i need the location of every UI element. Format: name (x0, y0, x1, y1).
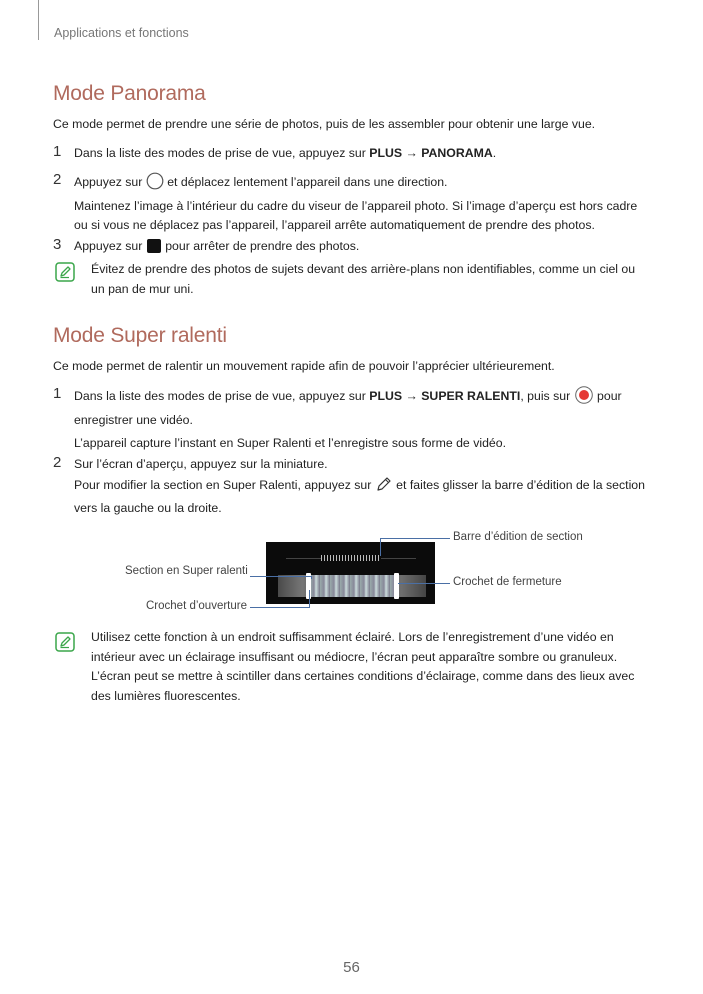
panorama-mode-label: PANORAMA (421, 146, 493, 160)
slowmo-editor-screenshot (266, 542, 435, 604)
edit-bar-ticks (321, 555, 381, 561)
callout-line (398, 583, 450, 584)
slowmo-intro: Ce mode permet de ralentir un mouvement rapide afin de pouvoir l’apprécier ultérieurement. (53, 359, 555, 373)
panorama-step2-line2: Maintenez l’image à l’intérieur du cadre du viseur de l’appareil photo. Si l’image d’aperçu est hors cadre (74, 198, 638, 213)
callout-line (380, 538, 381, 556)
panorama-step1-number: 1 (53, 143, 62, 160)
page-number: 56 (343, 959, 360, 976)
end-bracket-label: Crochet de fermeture (453, 576, 562, 588)
edit-bar-label: Barre d’édition de section (453, 531, 583, 543)
slowmo-step1-line3: L’appareil capture l’instant en Super Ralenti et l’enregistre sous forme de vidéo. (74, 436, 507, 450)
slowmo-title: Mode Super ralenti (53, 324, 227, 347)
panorama-intro: Ce mode permet de prendre une série de photos, puis de les assembler pour obtenir une large vue. (53, 117, 596, 131)
start-bracket-label: Crochet d’ouverture (146, 600, 247, 612)
slowmo-section-frames (310, 575, 396, 597)
panorama-step3-text-end: pour arrêter de prendre des photos. (161, 239, 360, 253)
slowmo-step2-text: Pour modifier la section en Super Ralenti, appuyez sur (74, 477, 375, 492)
record-button-icon (574, 386, 594, 411)
shutter-button-icon (146, 172, 164, 197)
callout-line (380, 538, 450, 539)
panorama-step2-line3: ou si vous ne déplacez pas l’appareil, l’appareil arrête automatiquement de prendre des photos. (74, 218, 595, 232)
period: . (492, 146, 497, 160)
panorama-step2-text-end: et déplacez lentement l’appareil dans une direction. (163, 175, 448, 189)
slowmo-step1-post: pour (593, 389, 622, 403)
header-rule (38, 0, 39, 40)
callout-line (309, 590, 310, 608)
slowmo-mode-label: SUPER RALENTI (421, 389, 521, 403)
slowmo-step1-mid: , puis sur (520, 389, 574, 403)
panorama-title: Mode Panorama (53, 82, 206, 105)
slowmo-step1 (74, 386, 674, 454)
callout-line (250, 607, 310, 608)
plus-label: PLUS (369, 146, 403, 160)
end-bracket-handle[interactable] (394, 573, 399, 599)
slowmo-step1-text: Dans la liste des modes de prise de vue, appuyez sur (74, 389, 370, 403)
slowmo-note: Utilisez cette fonction à un endroit suffisamment éclairé. Lors de l’enregistrement d’une vidéo en intérieur avec un éclairage insuffisant ou médiocre, l’écran peut apparaître sombre ou granuleux. L’écran peut se mettre à scintiller dans certaines conditions d’éclairage, comme dans des lieux avec des lumières fluorescentes. (91, 630, 635, 703)
arrow: → (402, 389, 422, 403)
panorama-step3-number: 3 (53, 236, 62, 253)
arrow: → (402, 146, 422, 160)
note-icon (55, 632, 75, 652)
panorama-note: Évitez de prendre des photos de sujets devant des arrière-plans non identifiables, comme un ciel ou un pan de mur uni. (91, 262, 636, 296)
stop-button-icon (146, 238, 162, 261)
slowmo-step1-line2: enregistrer une vidéo. (74, 412, 193, 427)
slowmo-step2-line3: vers la gauche ou la droite. (74, 501, 222, 515)
plus-label: PLUS (369, 389, 403, 403)
slowmo-step2-text-end: et faites glisser la barre d’édition de la section (392, 477, 645, 492)
panorama-step2-text: Appuyez sur (74, 175, 146, 189)
slowmo-section-label: Section en Super ralenti (125, 565, 248, 577)
slowmo-step1-number: 1 (53, 385, 62, 402)
panorama-step3 (74, 237, 674, 261)
panorama-step2 (74, 172, 674, 236)
callout-line (250, 576, 312, 577)
panorama-step1 (74, 144, 674, 164)
note-icon (55, 262, 75, 282)
callout-line (311, 576, 312, 579)
header-section: Applications et fonctions (54, 26, 189, 40)
slowmo-step2-number: 2 (53, 454, 62, 471)
pencil-edit-icon (375, 475, 393, 500)
panorama-step2-number: 2 (53, 171, 62, 188)
slowmo-step2-line1: Sur l’écran d’aperçu, appuyez sur la miniature. (74, 457, 328, 471)
panorama-step1-text: Dans la liste des modes de prise de vue, appuyez sur (74, 146, 370, 160)
slowmo-step2 (74, 455, 674, 519)
panorama-step3-text: Appuyez sur (74, 239, 146, 253)
